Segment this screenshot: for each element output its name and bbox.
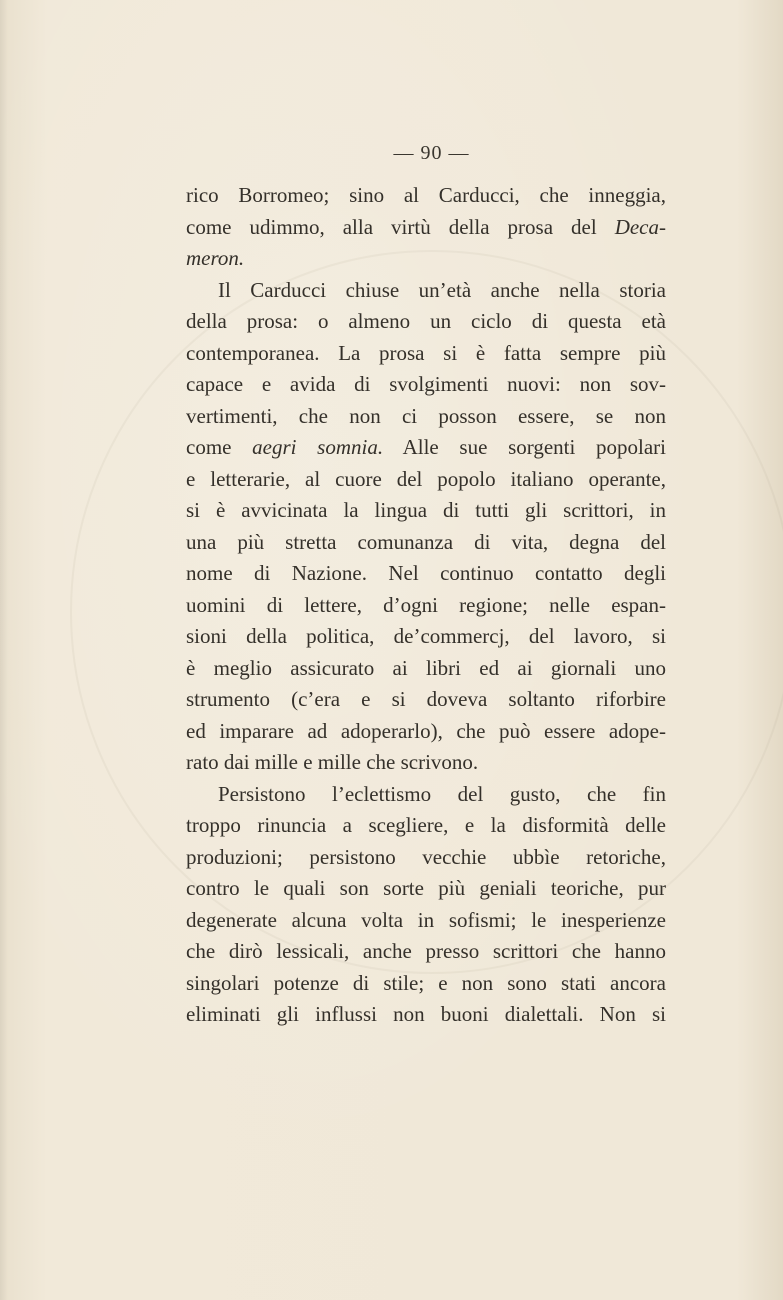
text-line — [186, 527, 666, 559]
text-line — [186, 590, 666, 622]
text-line — [186, 653, 666, 685]
text-line — [186, 306, 666, 338]
text-segment: sioni della politica, de’commercj, del lavoro, si — [186, 624, 666, 648]
text-line — [186, 936, 666, 968]
text-segment: della prosa: o almeno un ciclo di questa età — [186, 309, 666, 333]
text-line — [186, 684, 666, 716]
text-segment: come — [186, 435, 253, 459]
text-segment: che dirò lessicali, anche presso scrittori che hanno — [186, 939, 666, 963]
text-line — [186, 275, 666, 307]
text-segment: nome di Nazione. Nel continuo contatto degli — [186, 561, 666, 585]
page-gutter-shadow — [0, 0, 8, 1300]
text-segment: troppo rinuncia a scegliere, e la disformità delle — [186, 813, 666, 837]
text-segment: uomini di lettere, d’ogni regione; nelle espan- — [186, 592, 666, 617]
text-segment: vertimenti, che non ci posson essere, se non — [186, 403, 666, 428]
text-segment: Persistono l’eclettismo del gusto, che fin — [218, 781, 666, 806]
text-segment: una più stretta comunanza di vita, degna del — [186, 529, 666, 554]
text-line — [186, 747, 666, 779]
text-line — [186, 905, 666, 937]
text-line — [186, 779, 666, 811]
page-number: — 90 — — [393, 142, 470, 164]
text-segment: singolari potenze di stile; e non sono stati ancora — [186, 970, 666, 995]
text-segment: capace e avida di svolgimenti nuovi: non sov- — [186, 372, 666, 396]
text-segment: ed imparare ad adoperarlo), che può essere adope- — [186, 718, 666, 743]
text-line — [186, 464, 666, 496]
text-line — [186, 338, 666, 370]
text-segment: si è avvicinata la lingua di tutti gli scrittori, in — [186, 498, 666, 522]
text-line — [186, 968, 666, 1000]
text-line — [186, 873, 666, 905]
text-line — [186, 212, 666, 244]
text-segment: rico Borromeo; sino al Carducci, che inneggia, — [186, 183, 666, 207]
italic-text-segment: Deca- — [614, 214, 666, 239]
text-line — [186, 842, 666, 874]
text-segment: Il Carducci chiuse un’età anche nella storia — [218, 277, 666, 302]
text-segment: produzioni; persistono vecchie ubbìe retoriche, — [186, 844, 666, 869]
text-line — [186, 621, 666, 653]
text-line — [186, 810, 666, 842]
italic-text-segment: meron. — [186, 246, 245, 270]
text-segment: degenerate alcuna volta in sofismi; le inesperienze — [186, 907, 666, 932]
text-line — [186, 180, 666, 212]
text-segment: contemporanea. La prosa si è fatta sempre più — [186, 340, 666, 365]
text-segment: eliminati gli influssi non buoni dialettali. Non si — [186, 1002, 666, 1026]
text-line — [186, 495, 666, 527]
italic-text-segment: aegri somnia. — [252, 435, 384, 459]
text-segment: e letterarie, al cuore del popolo italiano operante, — [186, 466, 666, 491]
text-segment: rato dai mille e mille che scrivono. — [186, 750, 479, 774]
text-line — [186, 432, 666, 464]
text-line — [186, 999, 666, 1031]
text-line — [186, 558, 666, 590]
text-line — [186, 369, 666, 401]
text-segment: strumento (c’era e si doveva soltanto riforbire — [186, 687, 666, 711]
body-text — [186, 180, 666, 1031]
text-segment: Alle sue sorgenti popolari — [383, 435, 667, 459]
text-line — [186, 401, 666, 433]
text-segment: è meglio assicurato ai libri ed ai giornali uno — [186, 655, 666, 680]
text-segment: come udimmo, alla virtù della prosa del — [186, 214, 615, 239]
text-line — [186, 243, 666, 275]
text-line — [186, 716, 666, 748]
text-segment: contro le quali son sorte più geniali teoriche, pur — [186, 876, 666, 900]
